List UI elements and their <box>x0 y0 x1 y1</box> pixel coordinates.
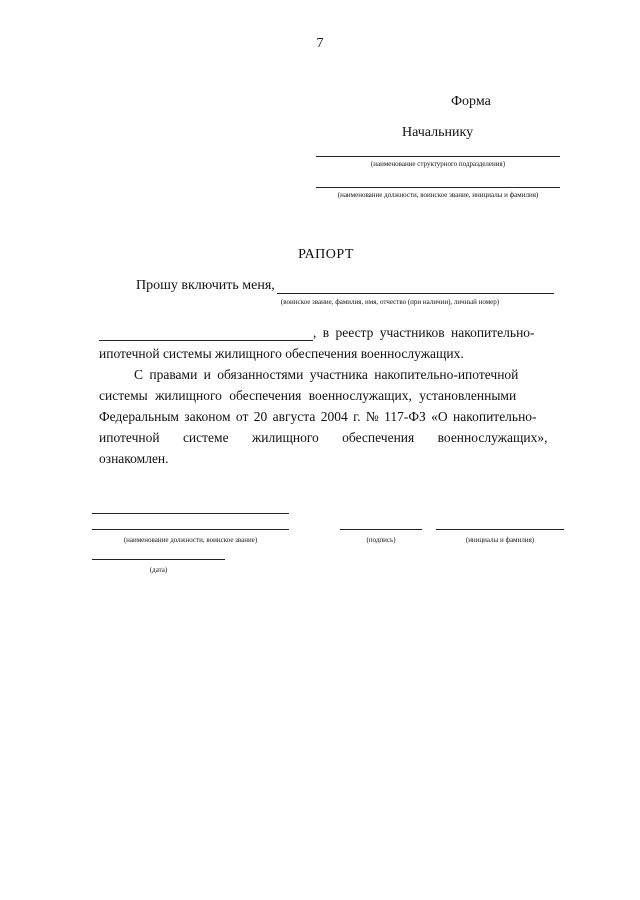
request-continuation-2: ипотечной системы жилищного обеспечения военнослужащих. <box>99 346 464 361</box>
date-caption: (дата) <box>149 566 168 574</box>
addressee-label: Начальнику <box>402 125 474 140</box>
signer-position-line-2 <box>92 529 289 530</box>
acknowledgement-line-2: системы жилищного обеспечения военнослужащих, установленными <box>99 388 517 403</box>
acknowledgement-line-5: ознакомлен. <box>99 451 169 466</box>
signer-name-caption: (инициалы и фамилия) <box>465 536 535 544</box>
signature-caption: (подпись) <box>366 536 396 544</box>
acknowledgement-line-3: Федеральным законом от 20 августа 2004 г. № 117-ФЗ «О накопительно- <box>99 409 537 424</box>
position-name-caption: (наименование должности, воинское звание, инициалы и фамилия) <box>337 191 539 199</box>
signature-line <box>340 529 422 530</box>
requester-line-continued <box>99 340 313 341</box>
acknowledgement-line-1: С правами и обязанностями участника накопительно-ипотечной <box>134 367 519 382</box>
form-label: Форма <box>451 94 491 109</box>
date-line <box>92 559 225 560</box>
request-text: Прошу включить меня, <box>136 278 275 293</box>
position-name-line <box>316 187 560 188</box>
request-continuation-1: , в реестр участников накопительно- <box>313 325 535 340</box>
signer-position-line-1 <box>92 513 289 514</box>
document-title: РАПОРТ <box>298 247 354 262</box>
acknowledgement-line-4: ипотечной системе жилищного обеспечения военнослужащих», <box>99 430 548 445</box>
page-number: 7 <box>316 36 324 51</box>
unit-name-caption: (наименование структурного подразделения) <box>370 160 506 168</box>
requester-caption: (воинское звание, фамилия, имя, отчество (при наличии), личный номер) <box>280 298 500 306</box>
signer-position-caption: (наименование должности, воинское звание) <box>123 536 258 544</box>
requester-line <box>277 293 554 294</box>
signer-name-line <box>436 529 564 530</box>
unit-name-line <box>316 156 560 157</box>
